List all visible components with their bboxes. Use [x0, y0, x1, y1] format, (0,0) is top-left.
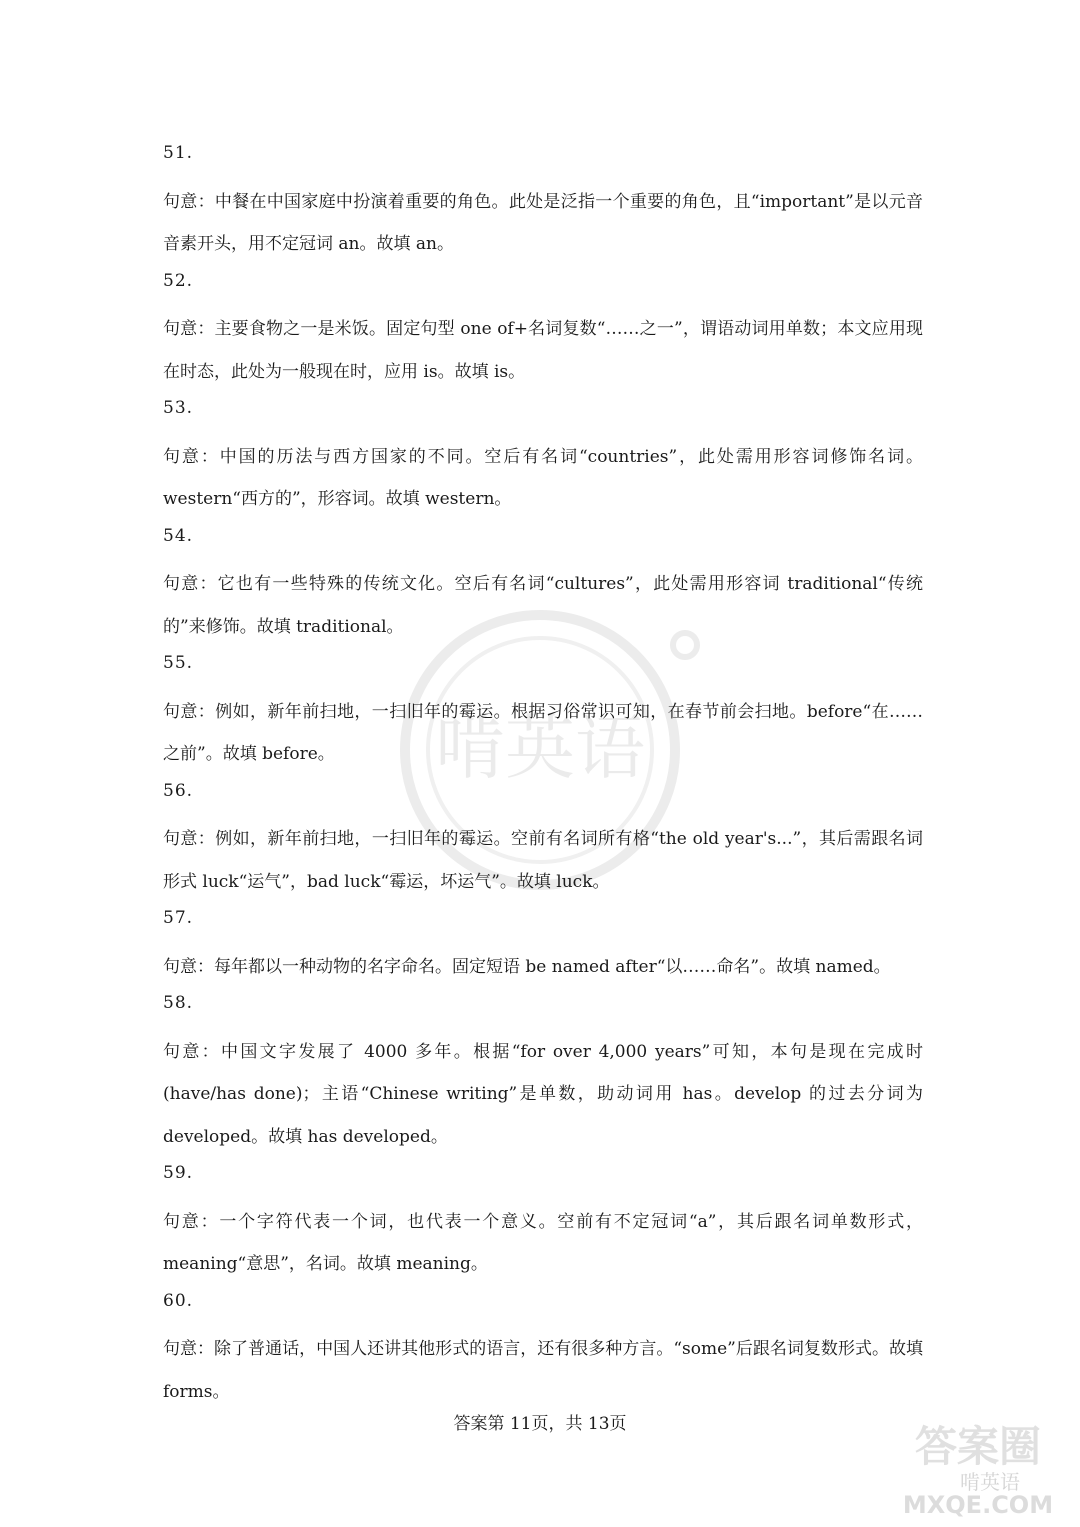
watermark-text: 啃英语	[435, 707, 645, 789]
explanation-text: 句意：一个字符代表一个词，也代表一个意义。空前有不定冠词“a”，其后跟名词单数形式，meaning“意思”，名词。故填 meaning。	[163, 1211, 923, 1274]
page-footer: 答案第 11页，共 13页	[453, 1414, 627, 1434]
question-number: 60.	[163, 1290, 194, 1311]
explanation-text: 句意：除了普通话，中国人还讲其他形式的语言，还有很多种方言。“some”后跟名词复数形式。故填 forms。	[163, 1339, 923, 1402]
explanation-text: 句意：每年都以一种动物的名字命名。固定短语 be named after“以……命名”。故填 named。	[163, 956, 891, 977]
question-number: 56.	[163, 780, 194, 801]
answer-list	[163, 138, 923, 1413]
answer-item	[163, 138, 923, 266]
explanation-text: 句意：中餐在中国家庭中扮演着重要的角色。此处是泛指一个重要的角色，且“important”是以元音音素开头，用不定冠词 an。故填 an。	[163, 191, 923, 254]
question-number: 54.	[163, 525, 194, 546]
answer-item	[163, 521, 923, 649]
answer-item	[163, 776, 923, 904]
svg-text:答案圈: 答案圈	[914, 1422, 1042, 1471]
question-number: 58.	[163, 993, 194, 1013]
answer-item	[163, 1286, 923, 1414]
answer-item	[163, 988, 923, 1158]
answer-item	[163, 1158, 923, 1286]
answer-item	[163, 648, 923, 776]
question-number: 52.	[163, 270, 194, 291]
logo-sub-text: 啃英语	[960, 1470, 1020, 1494]
answer-item	[163, 903, 923, 988]
explanation-text: 句意：它也有一些特殊的传统文化。空后有名词“cultures”，此处需用形容词 traditional“传统的”来修饰。故填 traditional。	[163, 574, 923, 637]
explanation-text: 句意：中国文字发展了 4000 多年。根据“for over 4,000 years”可知，本句是现在完成时(have/has done)；主语“Chinese writing”是单数，助动词用 has。develop 的过去分词为 developed。故填 has developed。	[163, 1041, 923, 1147]
explanation-text: 句意：主要食物之一是米饭。固定句型 one of+名词复数“……之一”，谓语动词用单数；本文应用现在时态，此处为一般现在时，应用 is。故填 is。	[163, 319, 923, 382]
question-number: 55.	[163, 653, 194, 673]
question-number: 59.	[163, 1163, 194, 1183]
answer-page	[163, 138, 923, 1413]
question-number: 51.	[163, 143, 194, 163]
explanation-text: 句意：中国的历法与西方国家的不同。空后有名词“countries”，此处需用形容词修饰名词。western“西方的”，形容词。故填 western。	[163, 446, 923, 509]
answer-item	[163, 393, 923, 521]
explanation-text: 句意：例如，新年前扫地，一扫旧年的霉运。空前有名词所有格“the old year's...”，其后需跟名词形式 luck“运气”，bad luck“霉运，坏运气”。故填 luck。	[163, 829, 923, 892]
logo-text: MXQE.COM	[902, 1491, 1054, 1519]
question-number: 57.	[163, 908, 194, 928]
answer-item	[163, 266, 923, 394]
explanation-text: 句意：例如，新年前扫地，一扫旧年的霉运。根据习俗常识可知，在春节前会扫地。before“在……之前”。故填 before。	[163, 701, 923, 764]
question-number: 53.	[163, 398, 194, 418]
